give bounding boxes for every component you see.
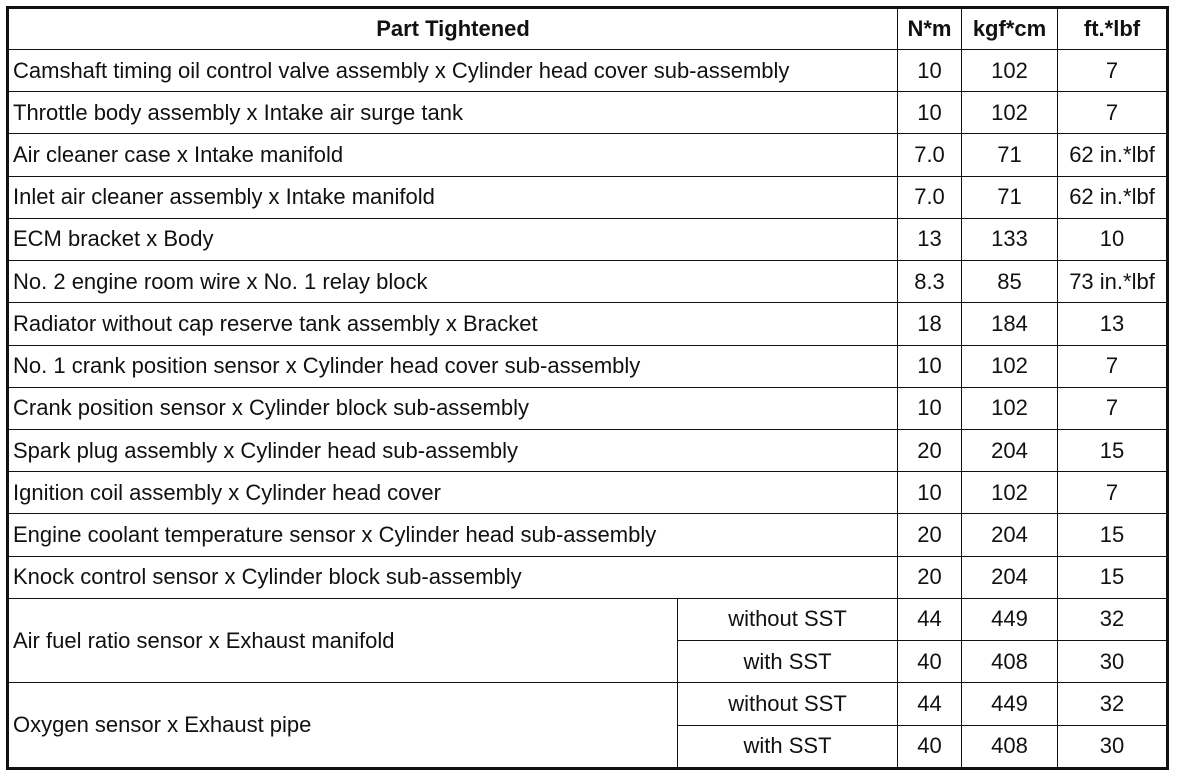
ft-value-cell: 7 [1058, 92, 1168, 134]
nm-value-cell: 40 [898, 641, 962, 683]
part-name-cell: Oxygen sensor x Exhaust pipe [8, 683, 678, 769]
kgf-value-cell: 184 [962, 303, 1058, 345]
ft-value-cell: 10 [1058, 218, 1168, 260]
header-ft-lbf: ft.*lbf [1058, 8, 1168, 50]
table-row [8, 345, 1168, 387]
condition-cell: without SST [678, 598, 898, 640]
part-name-cell: Engine coolant temperature sensor x Cylinder head sub-assembly [8, 514, 898, 556]
kgf-value-cell: 85 [962, 261, 1058, 303]
kgf-value-cell: 102 [962, 50, 1058, 92]
header-kgf-cm: kgf*cm [962, 8, 1058, 50]
table-row [8, 303, 1168, 345]
nm-value-cell: 10 [898, 92, 962, 134]
ft-value-cell: 15 [1058, 556, 1168, 598]
kgf-value-cell: 449 [962, 683, 1058, 725]
ft-value-cell: 7 [1058, 387, 1168, 429]
part-name-cell: No. 2 engine room wire x No. 1 relay block [8, 261, 898, 303]
ft-value-cell: 7 [1058, 472, 1168, 514]
nm-value-cell: 20 [898, 556, 962, 598]
table-row [8, 134, 1168, 176]
nm-value-cell: 7.0 [898, 134, 962, 176]
kgf-value-cell: 102 [962, 472, 1058, 514]
kgf-value-cell: 133 [962, 218, 1058, 260]
part-name-cell: Air cleaner case x Intake manifold [8, 134, 898, 176]
part-name-cell: Radiator without cap reserve tank assembly x Bracket [8, 303, 898, 345]
part-name-cell: Inlet air cleaner assembly x Intake manifold [8, 176, 898, 218]
header-part-tightened: Part Tightened [8, 8, 898, 50]
table-row [8, 261, 1168, 303]
nm-value-cell: 18 [898, 303, 962, 345]
nm-value-cell: 10 [898, 387, 962, 429]
part-name-cell: No. 1 crank position sensor x Cylinder head cover sub-assembly [8, 345, 898, 387]
kgf-value-cell: 102 [962, 92, 1058, 134]
condition-cell: with SST [678, 725, 898, 769]
ft-value-cell: 15 [1058, 429, 1168, 471]
ft-value-cell: 32 [1058, 598, 1168, 640]
ft-value-cell: 62 in.*lbf [1058, 176, 1168, 218]
table-row [8, 472, 1168, 514]
table-row [8, 176, 1168, 218]
nm-value-cell: 10 [898, 50, 962, 92]
table-body [8, 50, 1168, 769]
part-name-cell: ECM bracket x Body [8, 218, 898, 260]
kgf-value-cell: 408 [962, 725, 1058, 769]
table-row [8, 429, 1168, 471]
part-name-cell: Spark plug assembly x Cylinder head sub-assembly [8, 429, 898, 471]
ft-value-cell: 30 [1058, 641, 1168, 683]
nm-value-cell: 40 [898, 725, 962, 769]
ft-value-cell: 62 in.*lbf [1058, 134, 1168, 176]
nm-value-cell: 44 [898, 683, 962, 725]
kgf-value-cell: 204 [962, 514, 1058, 556]
kgf-value-cell: 449 [962, 598, 1058, 640]
table-row [8, 683, 1168, 725]
kgf-value-cell: 204 [962, 556, 1058, 598]
kgf-value-cell: 102 [962, 387, 1058, 429]
header-row [8, 8, 1168, 50]
table-row [8, 50, 1168, 92]
kgf-value-cell: 102 [962, 345, 1058, 387]
kgf-value-cell: 71 [962, 134, 1058, 176]
part-name-cell: Camshaft timing oil control valve assembly x Cylinder head cover sub-assembly [8, 50, 898, 92]
part-name-cell: Air fuel ratio sensor x Exhaust manifold [8, 598, 678, 682]
ft-value-cell: 7 [1058, 345, 1168, 387]
nm-value-cell: 8.3 [898, 261, 962, 303]
torque-spec-table [6, 6, 1169, 770]
ft-value-cell: 15 [1058, 514, 1168, 556]
condition-cell: without SST [678, 683, 898, 725]
table-row [8, 218, 1168, 260]
kgf-value-cell: 408 [962, 641, 1058, 683]
condition-cell: with SST [678, 641, 898, 683]
nm-value-cell: 20 [898, 514, 962, 556]
nm-value-cell: 10 [898, 472, 962, 514]
table-row [8, 92, 1168, 134]
ft-value-cell: 32 [1058, 683, 1168, 725]
table-row [8, 387, 1168, 429]
header-nm: N*m [898, 8, 962, 50]
ft-value-cell: 7 [1058, 50, 1168, 92]
table-row [8, 556, 1168, 598]
nm-value-cell: 7.0 [898, 176, 962, 218]
table-row [8, 514, 1168, 556]
part-name-cell: Ignition coil assembly x Cylinder head cover [8, 472, 898, 514]
nm-value-cell: 13 [898, 218, 962, 260]
nm-value-cell: 20 [898, 429, 962, 471]
part-name-cell: Crank position sensor x Cylinder block sub-assembly [8, 387, 898, 429]
nm-value-cell: 10 [898, 345, 962, 387]
part-name-cell: Knock control sensor x Cylinder block sub-assembly [8, 556, 898, 598]
kgf-value-cell: 71 [962, 176, 1058, 218]
table-row [8, 598, 1168, 640]
part-name-cell: Throttle body assembly x Intake air surge tank [8, 92, 898, 134]
kgf-value-cell: 204 [962, 429, 1058, 471]
ft-value-cell: 30 [1058, 725, 1168, 769]
ft-value-cell: 73 in.*lbf [1058, 261, 1168, 303]
nm-value-cell: 44 [898, 598, 962, 640]
ft-value-cell: 13 [1058, 303, 1168, 345]
